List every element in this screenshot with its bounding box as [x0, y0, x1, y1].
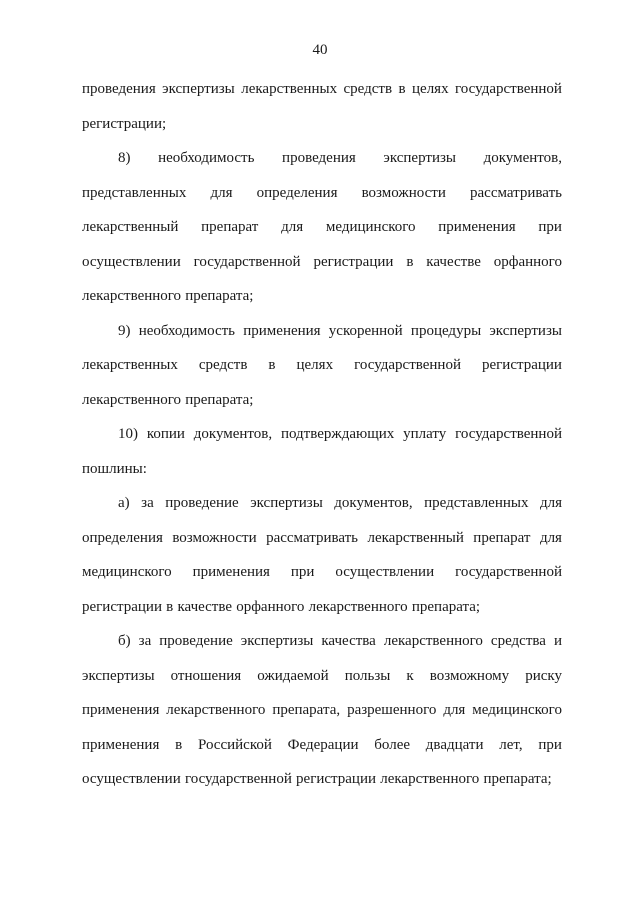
- word: экспертизы: [240, 633, 314, 649]
- word: копии: [146, 426, 185, 442]
- word: государственной: [455, 81, 562, 97]
- text-line: [82, 659, 562, 694]
- word: 10): [118, 426, 138, 442]
- page-number: 40: [312, 42, 328, 58]
- word: для: [539, 529, 562, 546]
- text-line: [82, 728, 562, 763]
- word: лекарственного: [308, 598, 408, 615]
- word: для: [443, 702, 466, 718]
- word: препарата;: [185, 288, 254, 304]
- text-line: [82, 693, 562, 728]
- word: регистрации;: [82, 115, 167, 132]
- text-line: [82, 245, 562, 280]
- text-line: [82, 383, 562, 418]
- text-line: [82, 210, 562, 245]
- word: целях: [412, 81, 449, 97]
- word: препарата;: [411, 598, 481, 615]
- word: экспертизы: [489, 322, 562, 339]
- paragraph: [82, 486, 562, 624]
- text-line: [82, 452, 562, 487]
- word: для: [539, 495, 562, 511]
- word: пошлины:: [82, 460, 147, 477]
- word: лекарственного: [383, 633, 483, 649]
- word: двадцати: [425, 736, 484, 753]
- word: проведение: [165, 495, 239, 511]
- word: отношения: [170, 667, 242, 684]
- word: лет,: [499, 736, 523, 753]
- word: Российской: [197, 736, 272, 753]
- paragraph: [82, 624, 562, 797]
- word: орфанного: [236, 598, 305, 615]
- word: экспертизы: [82, 667, 155, 684]
- word: лекарственных: [82, 357, 178, 373]
- word: к: [406, 667, 414, 684]
- word: необходимость: [138, 322, 236, 339]
- word: в: [406, 253, 414, 270]
- word: регистрации: [82, 598, 162, 615]
- word: экспертизы: [250, 495, 323, 511]
- paragraph: [82, 314, 562, 418]
- word: при: [538, 736, 562, 753]
- word: представленных: [424, 495, 529, 511]
- word: осуществлении: [82, 253, 181, 270]
- text-line: [82, 314, 562, 349]
- word: медицинского: [325, 219, 416, 235]
- word: лекарственный: [367, 529, 464, 546]
- word: осуществлении: [335, 564, 435, 580]
- word: лекарственного: [82, 391, 182, 408]
- text-line: [82, 279, 562, 314]
- word: Федерации: [287, 736, 359, 753]
- word: представленных: [82, 184, 187, 201]
- word: документов,: [483, 150, 562, 166]
- word: ускоренной: [328, 322, 403, 339]
- text-line: [82, 555, 562, 590]
- word: государственной: [193, 253, 301, 270]
- word: экспертизы: [162, 81, 235, 97]
- word: государственной: [455, 564, 562, 580]
- word: регистрации: [296, 771, 377, 787]
- word: применения: [192, 564, 270, 580]
- word: лекарственного: [166, 702, 266, 718]
- word: б): [118, 633, 131, 649]
- word: государственной: [455, 426, 562, 442]
- word: средств: [343, 81, 393, 97]
- word: осуществлении: [82, 771, 181, 787]
- document-body: [82, 72, 562, 797]
- word: возможности: [172, 529, 257, 546]
- word: рассматривать: [266, 529, 359, 546]
- word: применения: [243, 322, 321, 339]
- word: риску: [525, 667, 562, 684]
- word: при: [290, 564, 315, 580]
- word: необходимость: [158, 150, 255, 166]
- word: препарат: [201, 219, 259, 235]
- word: за: [141, 495, 154, 511]
- word: за: [138, 633, 152, 649]
- word: для: [210, 184, 233, 201]
- word: в: [166, 598, 174, 615]
- word: рассматривать: [470, 184, 562, 201]
- paragraph: [82, 417, 562, 486]
- text-line: [82, 486, 562, 521]
- text-line: [82, 521, 562, 556]
- word: орфанного: [493, 253, 562, 270]
- word: лекарственного: [380, 771, 480, 787]
- text-line: [82, 348, 562, 383]
- word: подтверждающих: [280, 426, 395, 442]
- word: документов,: [193, 426, 273, 442]
- word: целях: [296, 357, 334, 373]
- word: препарата,: [272, 702, 341, 718]
- text-line: [82, 590, 562, 625]
- word: лекарственных: [241, 81, 338, 97]
- word: средств: [198, 357, 248, 373]
- word: качестве: [426, 253, 481, 270]
- word: препарата;: [483, 771, 552, 787]
- text-line: [82, 141, 562, 176]
- word: пользы: [344, 667, 391, 684]
- word: в: [175, 736, 183, 753]
- word: медицинского: [82, 564, 172, 580]
- word: качестве: [177, 598, 233, 615]
- word: препарат: [473, 529, 531, 546]
- word: а): [118, 495, 130, 511]
- word: государственной: [354, 357, 461, 373]
- word: лекарственный: [82, 219, 179, 235]
- word: применения: [438, 219, 516, 235]
- paragraph: [82, 72, 562, 141]
- text-line: [82, 72, 562, 107]
- word: 9): [118, 322, 131, 339]
- word: проведение: [159, 633, 233, 649]
- word: уплату: [403, 426, 447, 442]
- word: определения: [256, 184, 338, 201]
- word: документов,: [334, 495, 413, 511]
- word: для: [281, 219, 304, 235]
- text-line: [82, 624, 562, 659]
- word: определения: [82, 529, 163, 546]
- word: лекарственного: [82, 288, 182, 304]
- word: в: [398, 81, 406, 97]
- word: возможному: [429, 667, 510, 684]
- paragraph: [82, 141, 562, 314]
- text-line: [82, 107, 562, 142]
- word: разрешенного: [347, 702, 437, 718]
- word: регистрации: [313, 253, 394, 270]
- word: медицинского: [472, 702, 562, 718]
- word: возможности: [361, 184, 446, 201]
- word: и: [553, 633, 562, 649]
- word: экспертизы: [383, 150, 456, 166]
- word: при: [538, 219, 562, 235]
- word: проведения: [82, 81, 156, 97]
- word: регистрации: [481, 357, 562, 373]
- word: препарата;: [185, 391, 254, 408]
- word: более: [374, 736, 411, 753]
- word: применения: [82, 702, 160, 718]
- text-line: [82, 417, 562, 452]
- word: проведения: [282, 150, 356, 166]
- word: качества: [321, 633, 376, 649]
- word: государственной: [184, 771, 292, 787]
- text-line: [82, 176, 562, 211]
- word: применения: [82, 736, 160, 753]
- word: в: [268, 357, 276, 373]
- word: ожидаемой: [257, 667, 329, 684]
- text-line: [82, 762, 562, 797]
- word: процедуры: [410, 322, 482, 339]
- word: средства: [490, 633, 546, 649]
- word: 8): [118, 150, 131, 166]
